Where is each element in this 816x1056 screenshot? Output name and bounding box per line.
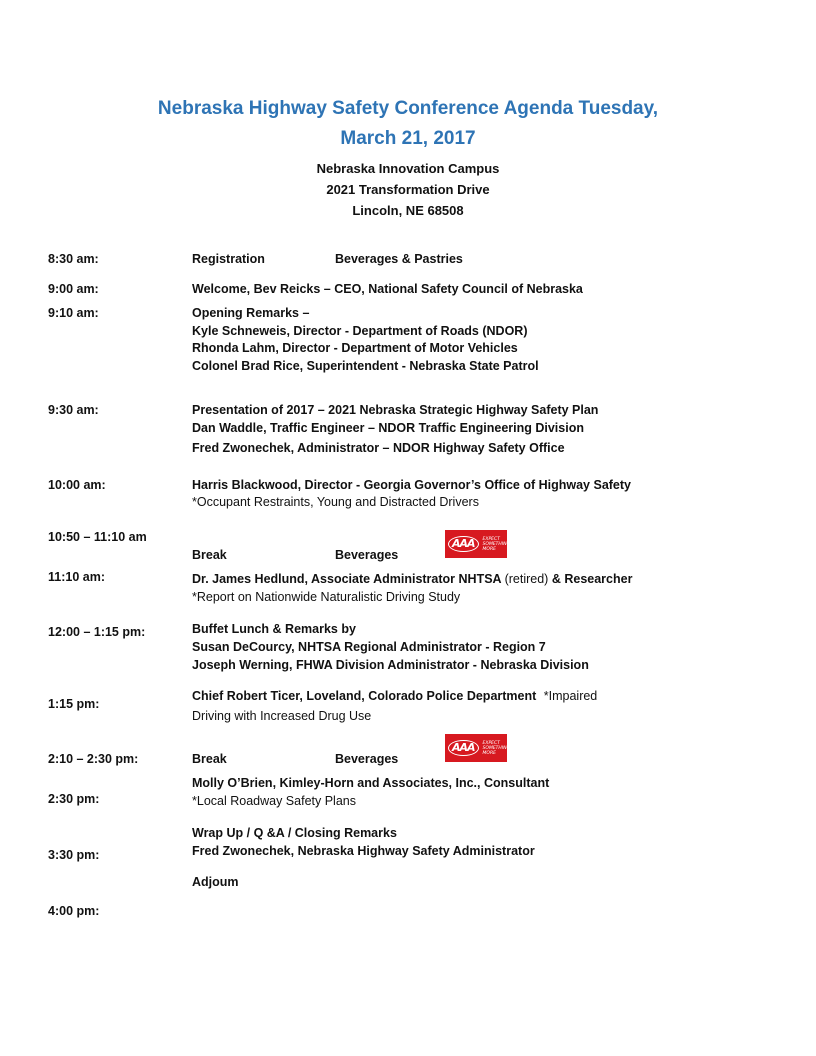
obrien-topic: *Local Roadway Safety Plans (192, 794, 356, 808)
time-slot: 9:30 am: (48, 403, 99, 417)
time-slot: 3:30 pm: (48, 848, 100, 862)
aaa-logo-tagline: EXPECT SOMETHING MORE (482, 536, 510, 552)
time-slot: 9:10 am: (48, 306, 99, 320)
presentation-speaker: Fred Zwonechek, Administrator – NDOR Highway Safety Office (192, 441, 565, 455)
hedlund-name: Dr. James Hedlund, Associate Administrator NHTSA (192, 572, 502, 586)
lunch-speaker: Joseph Werning, FHWA Division Administrator - Nebraska Division (192, 658, 589, 672)
ticer-topic: Driving with Increased Drug Use (192, 709, 372, 723)
ticer-name: Chief Robert Ticer, Loveland, Colorado Police Department (192, 689, 537, 703)
aaa-logo-tagline: EXPECT SOMETHING MORE (482, 740, 510, 756)
aaa-logo-text: AAA (448, 740, 479, 756)
hedlund-retired: (retired) (504, 572, 549, 586)
title-line-1: Nebraska Highway Safety Conference Agenda Tuesday, (157, 98, 659, 119)
hedlund-speaker (192, 572, 632, 586)
presentation-heading: Presentation of 2017 – 2021 Nebraska Strategic Highway Safety Plan (192, 403, 599, 417)
hedlund-role: & Researcher (551, 572, 633, 586)
break-beverages: Beverages (335, 752, 399, 766)
opening-speaker: Kyle Schneweis, Director - Department of Roads (NDOR) (192, 324, 528, 338)
time-slot: 8:30 am: (48, 252, 99, 266)
opening-speaker: Colonel Brad Rice, Superintendent - Nebraska State Patrol (192, 359, 539, 373)
opening-speaker: Rhonda Lahm, Director - Department of Motor Vehicles (192, 341, 518, 355)
lunch-heading: Buffet Lunch & Remarks by (192, 622, 356, 636)
time-slot: 2:10 – 2:30 pm: (48, 752, 139, 766)
lunch-speaker: Susan DeCourcy, NHTSA Regional Administrator - Region 7 (192, 640, 546, 654)
title-line-2: March 21, 2017 (340, 128, 476, 149)
aaa-logo-text: AAA (448, 536, 479, 552)
aaa-logo-icon (445, 530, 510, 558)
wrapup-speaker: Fred Zwonechek, Nebraska Highway Safety Administrator (192, 844, 535, 858)
time-slot: 10:50 – 11:10 am (48, 530, 147, 544)
break-label: Break (192, 548, 227, 562)
time-slot: 1:15 pm: (48, 697, 100, 711)
venue-name: Nebraska Innovation Campus (316, 161, 500, 176)
venue-city: Lincoln, NE 68508 (352, 203, 464, 218)
time-slot: 2:30 pm: (48, 792, 100, 806)
registration-label: Registration (192, 252, 265, 266)
wrapup-heading: Wrap Up / Q &A / Closing Remarks (192, 826, 397, 840)
time-slot: 4:00 pm: (48, 904, 100, 918)
registration-refreshments: Beverages & Pastries (335, 252, 463, 266)
obrien-speaker: Molly O’Brien, Kimley-Horn and Associates, Inc., Consultant (192, 776, 550, 790)
blackwood-speaker: Harris Blackwood, Director - Georgia Governor’s Office of Highway Safety (192, 478, 632, 492)
adjourn-label: Adjoum (192, 875, 239, 889)
time-slot: 12:00 – 1:15 pm: (48, 625, 146, 639)
time-slot: 9:00 am: (48, 282, 99, 296)
time-slot: 10:00 am: (48, 478, 106, 492)
blackwood-topic: *Occupant Restraints, Young and Distracted Drivers (192, 495, 479, 509)
time-slot: 11:10 am: (48, 570, 105, 584)
venue-street: 2021 Transformation Drive (326, 182, 490, 197)
opening-heading: Opening Remarks – (192, 306, 310, 320)
ticer-speaker (192, 689, 597, 703)
hedlund-topic: *Report on Nationwide Naturalistic Driving Study (192, 590, 461, 604)
aaa-logo-icon (445, 734, 510, 762)
welcome-line: Welcome, Bev Reicks – CEO, National Safety Council of Nebraska (192, 282, 583, 296)
presentation-speaker: Dan Waddle, Traffic Engineer – NDOR Traffic Engineering Division (192, 421, 584, 435)
break-beverages: Beverages (335, 548, 399, 562)
ticer-topic-start: *Impaired (543, 689, 598, 703)
break-label: Break (192, 752, 227, 766)
